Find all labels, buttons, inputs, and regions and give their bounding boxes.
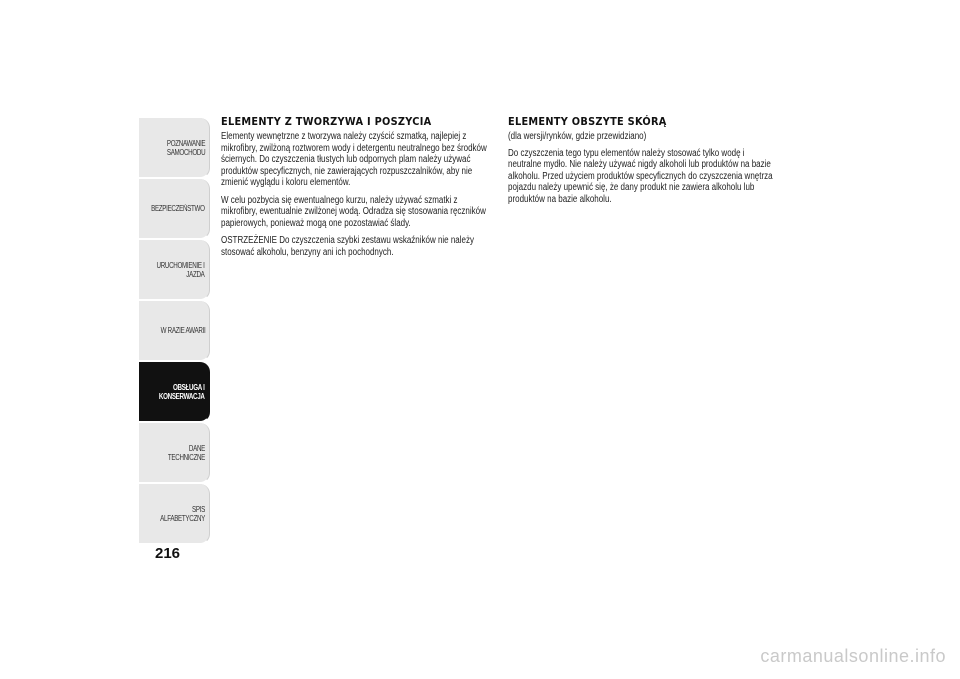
version-note: (dla wersji/rynków, gdzie przewidziano) <box>508 131 647 142</box>
sidebar-tab-uruchomienie-i-jazda[interactable] <box>139 240 210 300</box>
page-number: 216 <box>155 545 181 562</box>
leather-trim-section <box>508 116 780 211</box>
sidebar-tab-label: OBSŁUGA I KONSERWACJA <box>159 382 205 401</box>
sidebar-tab-label: POZNAWANIE SAMOCHODU <box>166 138 205 157</box>
sidebar-tab-label: SPIS ALFABETYCZNY <box>160 504 205 523</box>
section-heading: ELEMENTY OBSZYTE SKÓRĄ <box>508 116 667 128</box>
warning-paragraph: OSTRZEŻENIE Do czyszczenia szybki zestawu wskaźników nie należy stosować alkoholu, benzyny ani ich pochodnych. <box>221 235 474 258</box>
sidebar-tab-poznawanie-samochodu[interactable] <box>139 118 210 178</box>
section-heading: ELEMENTY Z TWORZYWA I POSZYCIA <box>221 116 432 128</box>
plastic-trim-section <box>221 116 493 264</box>
sidebar-tab-label: URUCHOMIENIE I JAZDA <box>157 260 205 279</box>
sidebar-tab-label: W RAZIE AWARII <box>160 326 205 335</box>
paragraph: W celu pozbycia się ewentualnego kurzu, należy używać szmatki z mikrofibry, ewentualnie zwilżonej wodą. Odradza się stosowania ręczników papierowych, ponieważ mogą one pozostawiać ślady. <box>221 194 486 229</box>
paragraph: Elementy wewnętrzne z tworzywa należy czyścić szmatką, najlepiej z mikrofibry, zwilżoną roztworem wody i detergentu neutralnego bez środków ściernych. Do czyszczenia tłustych lub odpornych plam należy używać produktów specyficznych, nie zawierających rozpuszczalników, aby nie zmienić wyglądu i koloru elementów. <box>221 131 487 188</box>
sidebar-tab-dane-techniczne[interactable] <box>139 423 210 483</box>
watermark: carmanualsonline.info <box>760 646 946 666</box>
paragraph: Do czyszczenia tego typu elementów należy stosować tylko wodę i neutralne mydło. Nie należy używać nigdy alkoholi lub produktów na bazie alkoholu. Przed użyciem produktów specyficznych do czyszczenia wnętrza pojazdu należy upewnić się, że dany produkt nie zawiera alkoholu lub produktów na bazie alkoholu. <box>508 147 773 205</box>
sidebar-tab-w-razie-awarii[interactable] <box>139 301 210 361</box>
sidebar-tab-bezpieczenstwo[interactable] <box>139 179 210 239</box>
sidebar-tab-obsluga-i-konserwacja[interactable] <box>139 362 210 422</box>
sidebar-tab-spis-alfabetyczny[interactable] <box>139 484 210 544</box>
chapter-sidebar <box>139 118 212 544</box>
sidebar-tab-label: DANE TECHNICZNE <box>167 443 205 462</box>
sidebar-tab-label: BEZPIECZEŃSTWO <box>151 204 205 213</box>
